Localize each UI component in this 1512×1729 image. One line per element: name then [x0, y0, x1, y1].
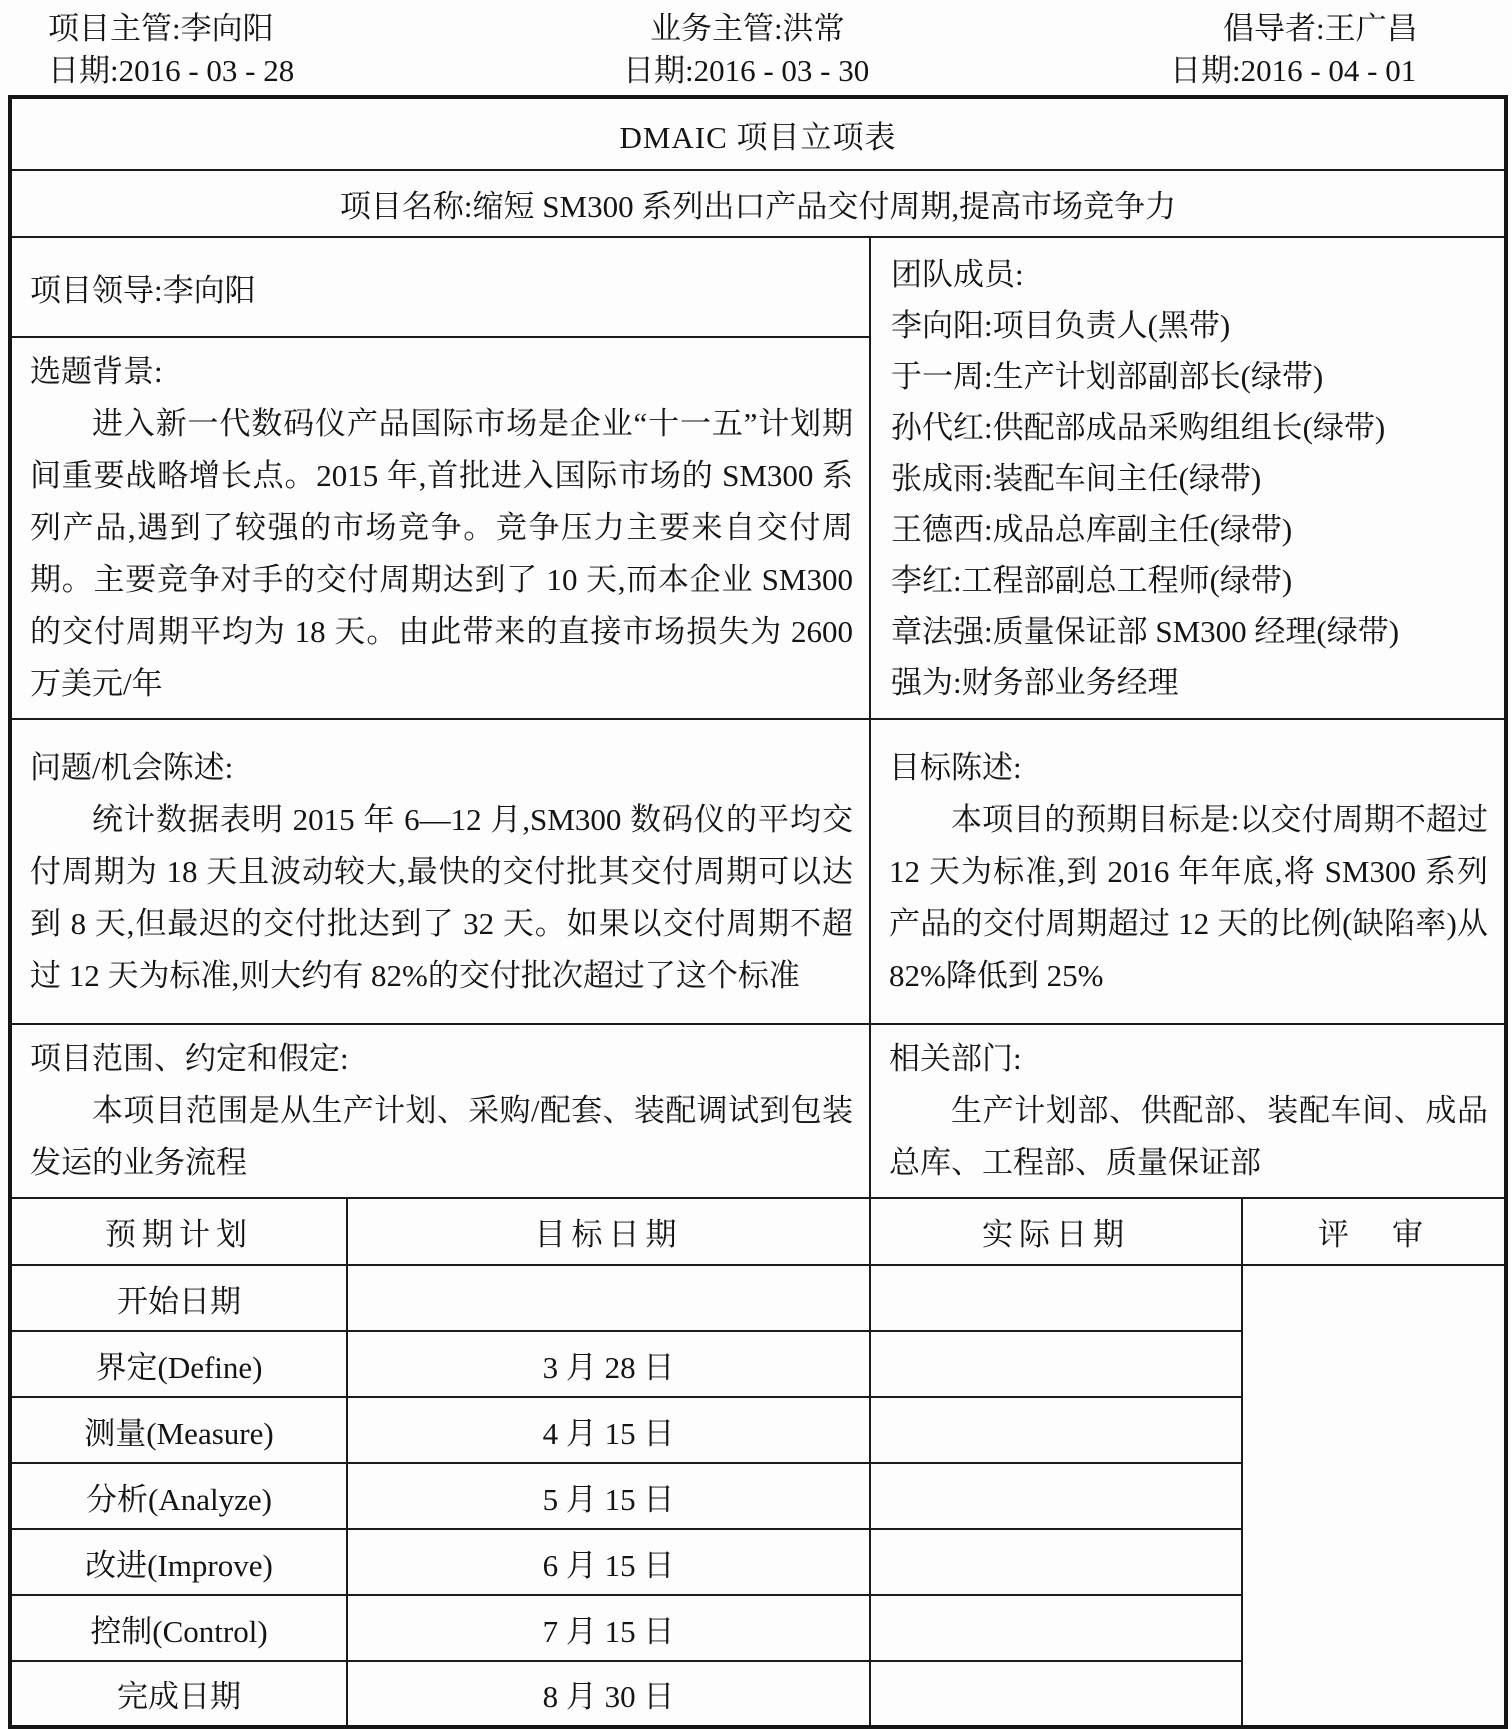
goal-statement-text: 本项目的预期目标是:以交付周期不超过 12 天为标准,到 2016 年年底,将 SM300 系列产品的交付周期超过 12 天的比例(缺陷率)从 82%降低到 25%: [889, 801, 1489, 993]
team-members-label: 团队成员:: [891, 256, 1024, 292]
related-departments-label: 相关部门:: [889, 1041, 1022, 1076]
phase-cell: 控制(Control): [10, 1595, 347, 1661]
problem-statement-label: 问题/机会陈述:: [30, 749, 234, 785]
target-date-cell: 3 月 28 日: [347, 1331, 870, 1397]
signature-date: 日期:2016 - 03 - 28: [48, 53, 295, 88]
signature-project-supervisor: [48, 8, 294, 92]
target-date-cell: 8 月 30 日: [347, 1661, 870, 1727]
scope-text: 本项目范围是从生产计划、采购/配套、装配调试到包装发运的业务流程: [30, 1093, 853, 1180]
team-member: 章法强:质量保证部 SM300 经理(绿带): [891, 613, 1400, 649]
target-date-cell: 5 月 15 日: [347, 1463, 870, 1529]
target-date-cell: 7 月 15 日: [347, 1595, 870, 1661]
target-date-cell: 6 月 15 日: [347, 1529, 870, 1595]
signature-role: 倡导者:王广昌: [1223, 11, 1418, 46]
scope-section: [10, 1024, 870, 1198]
plan-header-actual-date: 实际日期: [870, 1198, 1242, 1265]
phase-cell: 分析(Analyze): [10, 1463, 347, 1529]
plan-header-phase: 预期计划: [10, 1198, 347, 1265]
signature-champion: [1170, 8, 1418, 92]
actual-date-cell: [870, 1265, 1242, 1331]
problem-statement-section: [10, 719, 870, 1024]
signature-date: 日期:2016 - 04 - 01: [1170, 53, 1417, 88]
form-title: DMAIC 项目立项表: [10, 97, 1506, 170]
actual-date-cell: [870, 1595, 1242, 1661]
project-name: 项目名称:缩短 SM300 系列出口产品交付周期,提高市场竞争力: [10, 170, 1506, 237]
background-label: 选题背景:: [30, 354, 163, 389]
signature-date: 日期:2016 - 03 - 30: [623, 53, 870, 88]
signature-role: 项目主管:李向阳: [48, 11, 274, 46]
dmaic-project-charter-table: [8, 95, 1508, 1729]
goal-statement-label: 目标陈述:: [889, 749, 1022, 785]
actual-date-cell: [870, 1463, 1242, 1529]
team-member: 于一周:生产计划部副部长(绿带): [891, 358, 1324, 394]
problem-statement-text: 统计数据表明 2015 年 6—12 月,SM300 数码仪的平均交付周期为 18 天且波动较大,最快的交付批其交付周期可以达到 8 天,但最迟的交付批达到了 32 天。如果以交付周期不超过 12 天为标准,则大约有 82%的交付批次超过了这个标准: [30, 801, 853, 993]
team-member: 王德西:成品总库副主任(绿带): [891, 511, 1293, 547]
phase-cell: 改进(Improve): [10, 1529, 347, 1595]
phase-cell: 测量(Measure): [10, 1397, 347, 1463]
phase-cell: 完成日期: [10, 1661, 347, 1727]
team-member: 强为:财务部业务经理: [891, 664, 1179, 700]
related-departments-text: 生产计划部、供配部、装配车间、成品总库、工程部、质量保证部: [889, 1093, 1489, 1180]
background-text: 进入新一代数码仪产品国际市场是企业“十一五”计划期间重要战略增长点。2015 年,首批进入国际市场的 SM300 系列产品,遇到了较强的市场竞争。竞争压力主要来自交付周期。主要竞争对手的交付周期达到了 10 天,而本企业 SM300 的交付周期平均为 18 天。由此带来的直接市场损失为 2600 万美元/年: [30, 406, 853, 701]
team-member: 张成雨:装配车间主任(绿带): [891, 460, 1262, 496]
actual-date-cell: [870, 1331, 1242, 1397]
team-member: 孙代红:供配部成品采购组组长(绿带): [891, 409, 1386, 445]
signature-business-supervisor: [623, 8, 869, 92]
plan-header-review: 评 审: [1242, 1198, 1506, 1265]
signature-header: [0, 0, 1512, 95]
actual-date-cell: [870, 1661, 1242, 1727]
actual-date-cell: [870, 1529, 1242, 1595]
review-cell: [1242, 1265, 1506, 1727]
background-section: [10, 337, 870, 719]
team-member: 李红:工程部副总工程师(绿带): [891, 562, 1293, 598]
scope-label: 项目范围、约定和假定:: [30, 1041, 349, 1076]
team-member: 李向阳:项目负责人(黑带): [891, 307, 1231, 343]
actual-date-cell: [870, 1397, 1242, 1463]
target-date-cell: 4 月 15 日: [347, 1397, 870, 1463]
team-members-section: [870, 237, 1506, 719]
plan-header-row: [10, 1198, 1506, 1265]
project-leader: 项目领导:李向阳: [10, 237, 870, 337]
target-date-cell: [347, 1265, 870, 1331]
goal-statement-section: [870, 719, 1506, 1024]
related-departments-section: [870, 1024, 1506, 1198]
phase-cell: 界定(Define): [10, 1331, 347, 1397]
signature-role: 业务主管:洪常: [650, 11, 845, 46]
plan-row-start-date: [10, 1265, 1506, 1331]
phase-cell: 开始日期: [10, 1265, 347, 1331]
plan-header-target-date: 目标日期: [347, 1198, 870, 1265]
